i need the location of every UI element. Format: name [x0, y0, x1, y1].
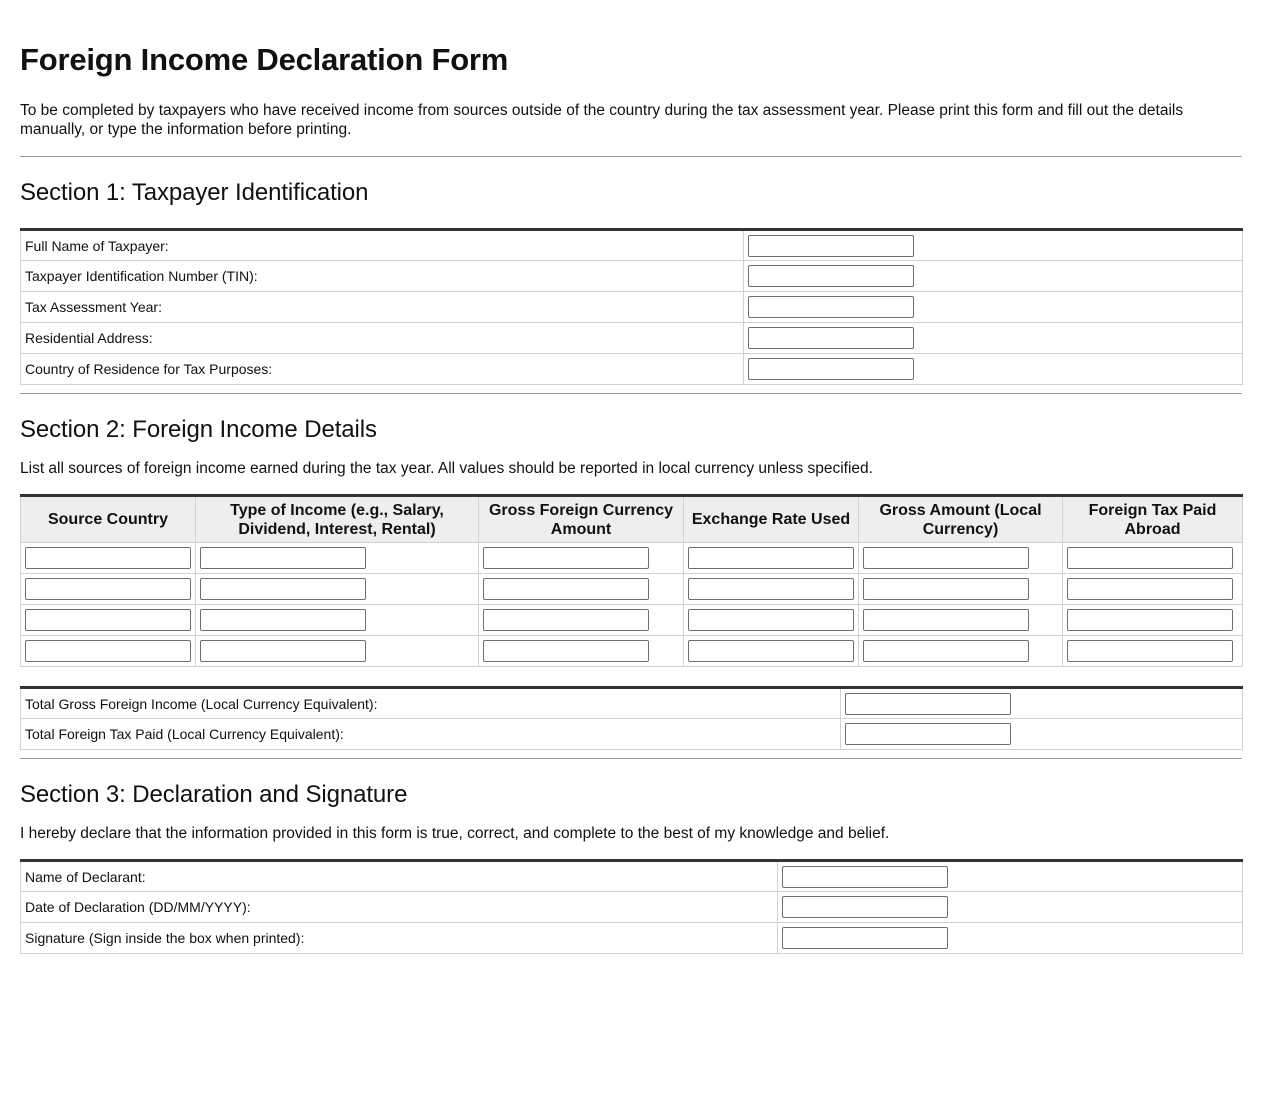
exchange-rate-input[interactable] [688, 547, 854, 569]
foreign-amount-input[interactable] [483, 609, 649, 631]
table-row [21, 605, 1243, 636]
full-name-input[interactable] [748, 235, 914, 257]
source-country-input[interactable] [25, 547, 191, 569]
section2-heading: Section 2: Foreign Income Details [20, 416, 377, 443]
field-label: Signature (Sign inside the box when printed): [21, 923, 778, 954]
foreign-tax-input[interactable] [1067, 609, 1233, 631]
exchange-rate-input[interactable] [688, 640, 854, 662]
column-header: Type of Income (e.g., Salary, Dividend, Interest, Rental) [196, 496, 479, 543]
field-label: Date of Declaration (DD/MM/YYYY): [21, 892, 778, 923]
table-row [21, 292, 1243, 323]
table-row [21, 719, 1243, 750]
section2-note: List all sources of foreign income earned during the tax year. All values should be reported in local currency unless specified. [20, 460, 873, 477]
page-title: Foreign Income Declaration Form [20, 42, 509, 77]
table-header-row [21, 496, 1243, 543]
income-totals-table [20, 686, 1243, 750]
field-label: Taxpayer Identification Number (TIN): [21, 261, 744, 292]
table-row [21, 892, 1243, 923]
local-amount-input[interactable] [863, 578, 1029, 600]
total-gross-income-input[interactable] [845, 693, 1011, 715]
section3-note: I hereby declare that the information provided in this form is true, correct, and complete to the best of my knowledge and belief. [20, 825, 890, 842]
foreign-amount-input[interactable] [483, 640, 649, 662]
intro-text: To be completed by taxpayers who have received income from sources outside of the country during the tax assessment year. Please print this form and fill out the details manually, or type the information before printing. [20, 102, 1184, 138]
divider [20, 758, 1242, 759]
column-header: Gross Foreign Currency Amount [479, 496, 684, 543]
field-label: Country of Residence for Tax Purposes: [21, 354, 744, 385]
column-header: Source Country [21, 496, 196, 543]
table-row [21, 861, 1243, 892]
section1-heading: Section 1: Taxpayer Identification [20, 179, 369, 206]
residence-country-input[interactable] [748, 358, 914, 380]
table-row [21, 574, 1243, 605]
declaration-date-input[interactable] [782, 896, 948, 918]
declaration-table [20, 859, 1243, 954]
foreign-tax-input[interactable] [1067, 547, 1233, 569]
table-row [21, 923, 1243, 954]
column-header: Exchange Rate Used [684, 496, 859, 543]
table-row [21, 688, 1243, 719]
divider [20, 156, 1242, 157]
foreign-amount-input[interactable] [483, 578, 649, 600]
table-row [21, 543, 1243, 574]
field-label: Tax Assessment Year: [21, 292, 744, 323]
column-header: Gross Amount (Local Currency) [859, 496, 1063, 543]
source-country-input[interactable] [25, 609, 191, 631]
income-type-input[interactable] [200, 547, 366, 569]
foreign-income-table [20, 494, 1243, 667]
exchange-rate-input[interactable] [688, 609, 854, 631]
divider [20, 393, 1242, 394]
local-amount-input[interactable] [863, 609, 1029, 631]
total-foreign-tax-input[interactable] [845, 723, 1011, 745]
taxpayer-identification-table [20, 228, 1243, 385]
table-row [21, 354, 1243, 385]
table-row [21, 230, 1243, 261]
foreign-tax-input[interactable] [1067, 640, 1233, 662]
foreign-amount-input[interactable] [483, 547, 649, 569]
table-row [21, 261, 1243, 292]
source-country-input[interactable] [25, 578, 191, 600]
field-label: Total Gross Foreign Income (Local Currency Equivalent): [21, 688, 841, 719]
assessment-year-input[interactable] [748, 296, 914, 318]
field-label: Name of Declarant: [21, 861, 778, 892]
income-type-input[interactable] [200, 578, 366, 600]
income-type-input[interactable] [200, 609, 366, 631]
section3-heading: Section 3: Declaration and Signature [20, 781, 408, 808]
source-country-input[interactable] [25, 640, 191, 662]
declarant-name-input[interactable] [782, 866, 948, 888]
signature-input[interactable] [782, 927, 948, 949]
local-amount-input[interactable] [863, 640, 1029, 662]
tin-input[interactable] [748, 265, 914, 287]
field-label: Full Name of Taxpayer: [21, 230, 744, 261]
exchange-rate-input[interactable] [688, 578, 854, 600]
column-header: Foreign Tax Paid Abroad [1063, 496, 1243, 543]
field-label: Residential Address: [21, 323, 744, 354]
table-row [21, 636, 1243, 667]
field-label: Total Foreign Tax Paid (Local Currency Equivalent): [21, 719, 841, 750]
residential-address-input[interactable] [748, 327, 914, 349]
income-type-input[interactable] [200, 640, 366, 662]
table-row [21, 323, 1243, 354]
local-amount-input[interactable] [863, 547, 1029, 569]
foreign-tax-input[interactable] [1067, 578, 1233, 600]
